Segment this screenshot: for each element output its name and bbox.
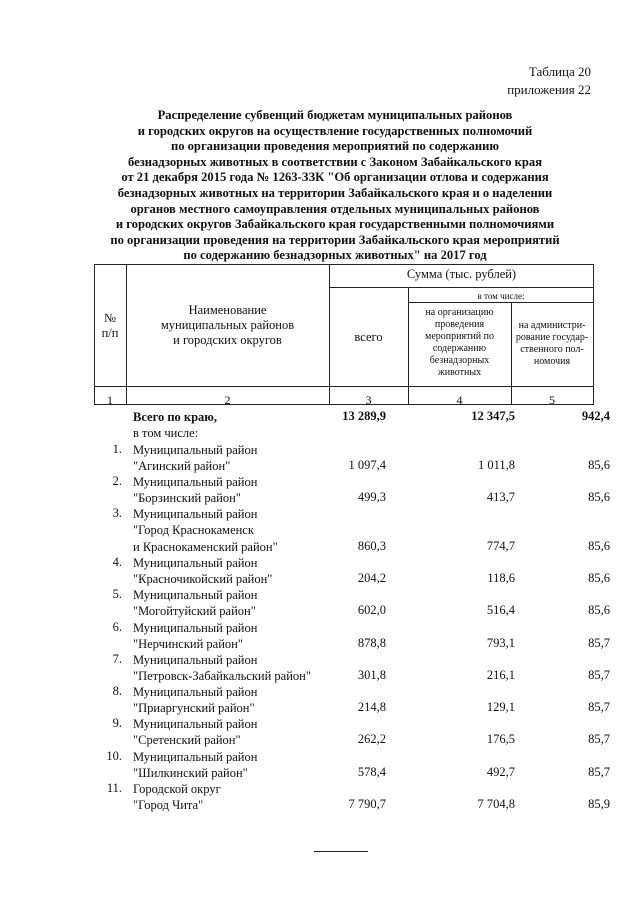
row-number: 5. (112, 587, 122, 601)
row-organization: 793,1 (486, 636, 515, 650)
column-header-organization: на организацию проведения мероприятий по содержанию безнадзорных животных (425, 307, 494, 378)
header-bottom-border (94, 386, 594, 387)
row-total: 7 790,7 (348, 797, 386, 811)
column-header-including: в том числе: (477, 291, 525, 301)
row-organization: 774,7 (486, 539, 515, 553)
row-total: 214,8 (357, 700, 386, 714)
row-administration: 85,7 (588, 765, 610, 779)
title-line: безнадзорных животных в соответствии с Законом Забайкальского края (127, 154, 543, 169)
row-number: 6. (112, 620, 122, 634)
row-total: 499,3 (357, 490, 386, 504)
row-organization: 129,1 (486, 700, 515, 714)
row-name-line: Муниципальный район (133, 507, 258, 521)
row-name-line: "Приаргунский район" (133, 701, 255, 716)
row-administration: 85,6 (588, 603, 610, 617)
row-administration: 85,6 (588, 571, 610, 585)
row-name-line: "Петровск-Забайкальский район" (133, 669, 311, 684)
row-name-line: "Борзинский район" (133, 491, 241, 506)
row-administration: 85,7 (588, 636, 610, 650)
row-organization: 516,4 (486, 603, 515, 617)
row-name-line: Муниципальный район (133, 443, 258, 457)
row-number: 9. (112, 716, 122, 730)
row-administration: 85,9 (588, 797, 610, 811)
row-number: 4. (112, 555, 122, 569)
row-organization: 413,7 (486, 490, 515, 504)
row-organization: 1 011,8 (477, 458, 515, 472)
row-total: 301,8 (357, 668, 386, 682)
table-border-top (94, 264, 594, 265)
title-line: по организации проведения мероприятий по содержанию (170, 139, 500, 154)
column-number: 4 (456, 393, 463, 407)
title-line: по организации проведения на территории Забайкальского края мероприятий (110, 232, 560, 247)
title-line: по содержанию безнадзорных животных" на 2017 год (183, 248, 487, 263)
column-header-number: № п/п (101, 311, 119, 340)
total-sublabel: в том числе: (133, 426, 199, 440)
column-number: 3 (365, 393, 372, 407)
row-administration: 85,7 (588, 700, 610, 714)
row-number: 8. (112, 684, 122, 698)
row-name-line: "Нерчинский район" (133, 637, 243, 652)
row-total: 602,0 (357, 603, 386, 617)
row-name-line: Муниципальный район (133, 556, 258, 570)
title-line: от 21 декабря 2015 года № 1263-ЗЗК "Об организации отлова и содержания (121, 170, 549, 185)
total-label: Всего по краю, (133, 410, 217, 424)
row-organization: 492,7 (486, 765, 515, 779)
row-name-line: Муниципальный район (133, 475, 258, 489)
row-organization: 7 704,8 (477, 797, 515, 811)
column-header-total: всего (354, 330, 383, 344)
row-name-line: "Шилкинский район" (133, 766, 248, 781)
row-name-line: "Сретенский район" (133, 733, 241, 748)
row-name-line: "Красночикойский район" (133, 572, 273, 587)
row-organization: 118,6 (487, 571, 515, 585)
title-line: и городских округов Забайкальского края государственными полномочиями (115, 217, 555, 232)
total-value: 13 289,9 (342, 409, 386, 423)
appendix-number: приложения 22 (507, 82, 591, 97)
row-administration: 85,6 (588, 539, 610, 553)
row-name-line: "Город Краснокаменск (133, 523, 254, 538)
row-number: 1. (112, 442, 122, 456)
row-administration: 85,6 (588, 458, 610, 472)
column-number: 5 (549, 393, 555, 407)
row-name-line: и Краснокаменский район" (133, 539, 278, 554)
row-number: 10. (106, 749, 122, 763)
row-name-line: Муниципальный район (133, 621, 258, 635)
row-name-line: Муниципальный район (133, 588, 258, 602)
row-name-line: "Город Чита" (133, 798, 204, 813)
title-line: органов местного самоуправления отдельных муниципальных районов (130, 201, 540, 216)
row-administration: 85,7 (588, 668, 610, 682)
document-title (70, 108, 600, 264)
row-total: 204,2 (357, 571, 386, 585)
column-header-name: Наименование муниципальных районов и городских округов (160, 303, 295, 347)
table-number: Таблица 20 (528, 64, 591, 79)
total-organization-value: 12 347,5 (471, 409, 515, 423)
row-total: 860,3 (357, 539, 386, 553)
row-number: 7. (112, 652, 122, 666)
row-name-line: Муниципальный район (133, 653, 258, 667)
column-number: 1 (107, 393, 113, 407)
row-name-line: Муниципальный район (133, 717, 258, 731)
row-total: 1 097,4 (348, 458, 386, 472)
row-name-line: "Могойтуйский район" (133, 604, 256, 619)
row-number: 3. (112, 506, 122, 520)
row-name-line: Муниципальный район (133, 685, 258, 699)
title-line: и городских округов на осуществление государственных полномочий (137, 123, 533, 138)
table-border-right (593, 264, 594, 405)
footer-separator-line (314, 851, 368, 852)
row-total: 578,4 (357, 765, 386, 779)
sum-header-divider (329, 287, 594, 288)
row-administration: 85,6 (588, 490, 610, 504)
row-organization: 216,1 (486, 668, 515, 682)
row-name-line: "Агинский район" (133, 459, 231, 474)
column-number: 2 (224, 393, 231, 407)
row-total: 878,8 (357, 636, 386, 650)
row-total: 262,2 (357, 732, 386, 746)
row-organization: 176,5 (486, 732, 515, 746)
title-line: безнадзорных животных на территории Забайкальского края и о наделении (117, 185, 553, 200)
column-header-administration: на администри- рование государ- ственного пол- номочия (515, 320, 589, 367)
row-number: 2. (112, 474, 122, 488)
row-name-line: Городской округ (133, 782, 221, 796)
including-divider (408, 302, 594, 303)
row-name-line: Муниципальный район (133, 750, 258, 764)
row-number: 11. (106, 781, 122, 795)
row-administration: 85,7 (588, 732, 610, 746)
title-line: Распределение субвенций бюджетам муниципальных районов (157, 108, 513, 122)
column-header-sum: Сумма (тыс. рублей) (406, 267, 517, 281)
total-administration-value: 942,4 (581, 409, 610, 423)
